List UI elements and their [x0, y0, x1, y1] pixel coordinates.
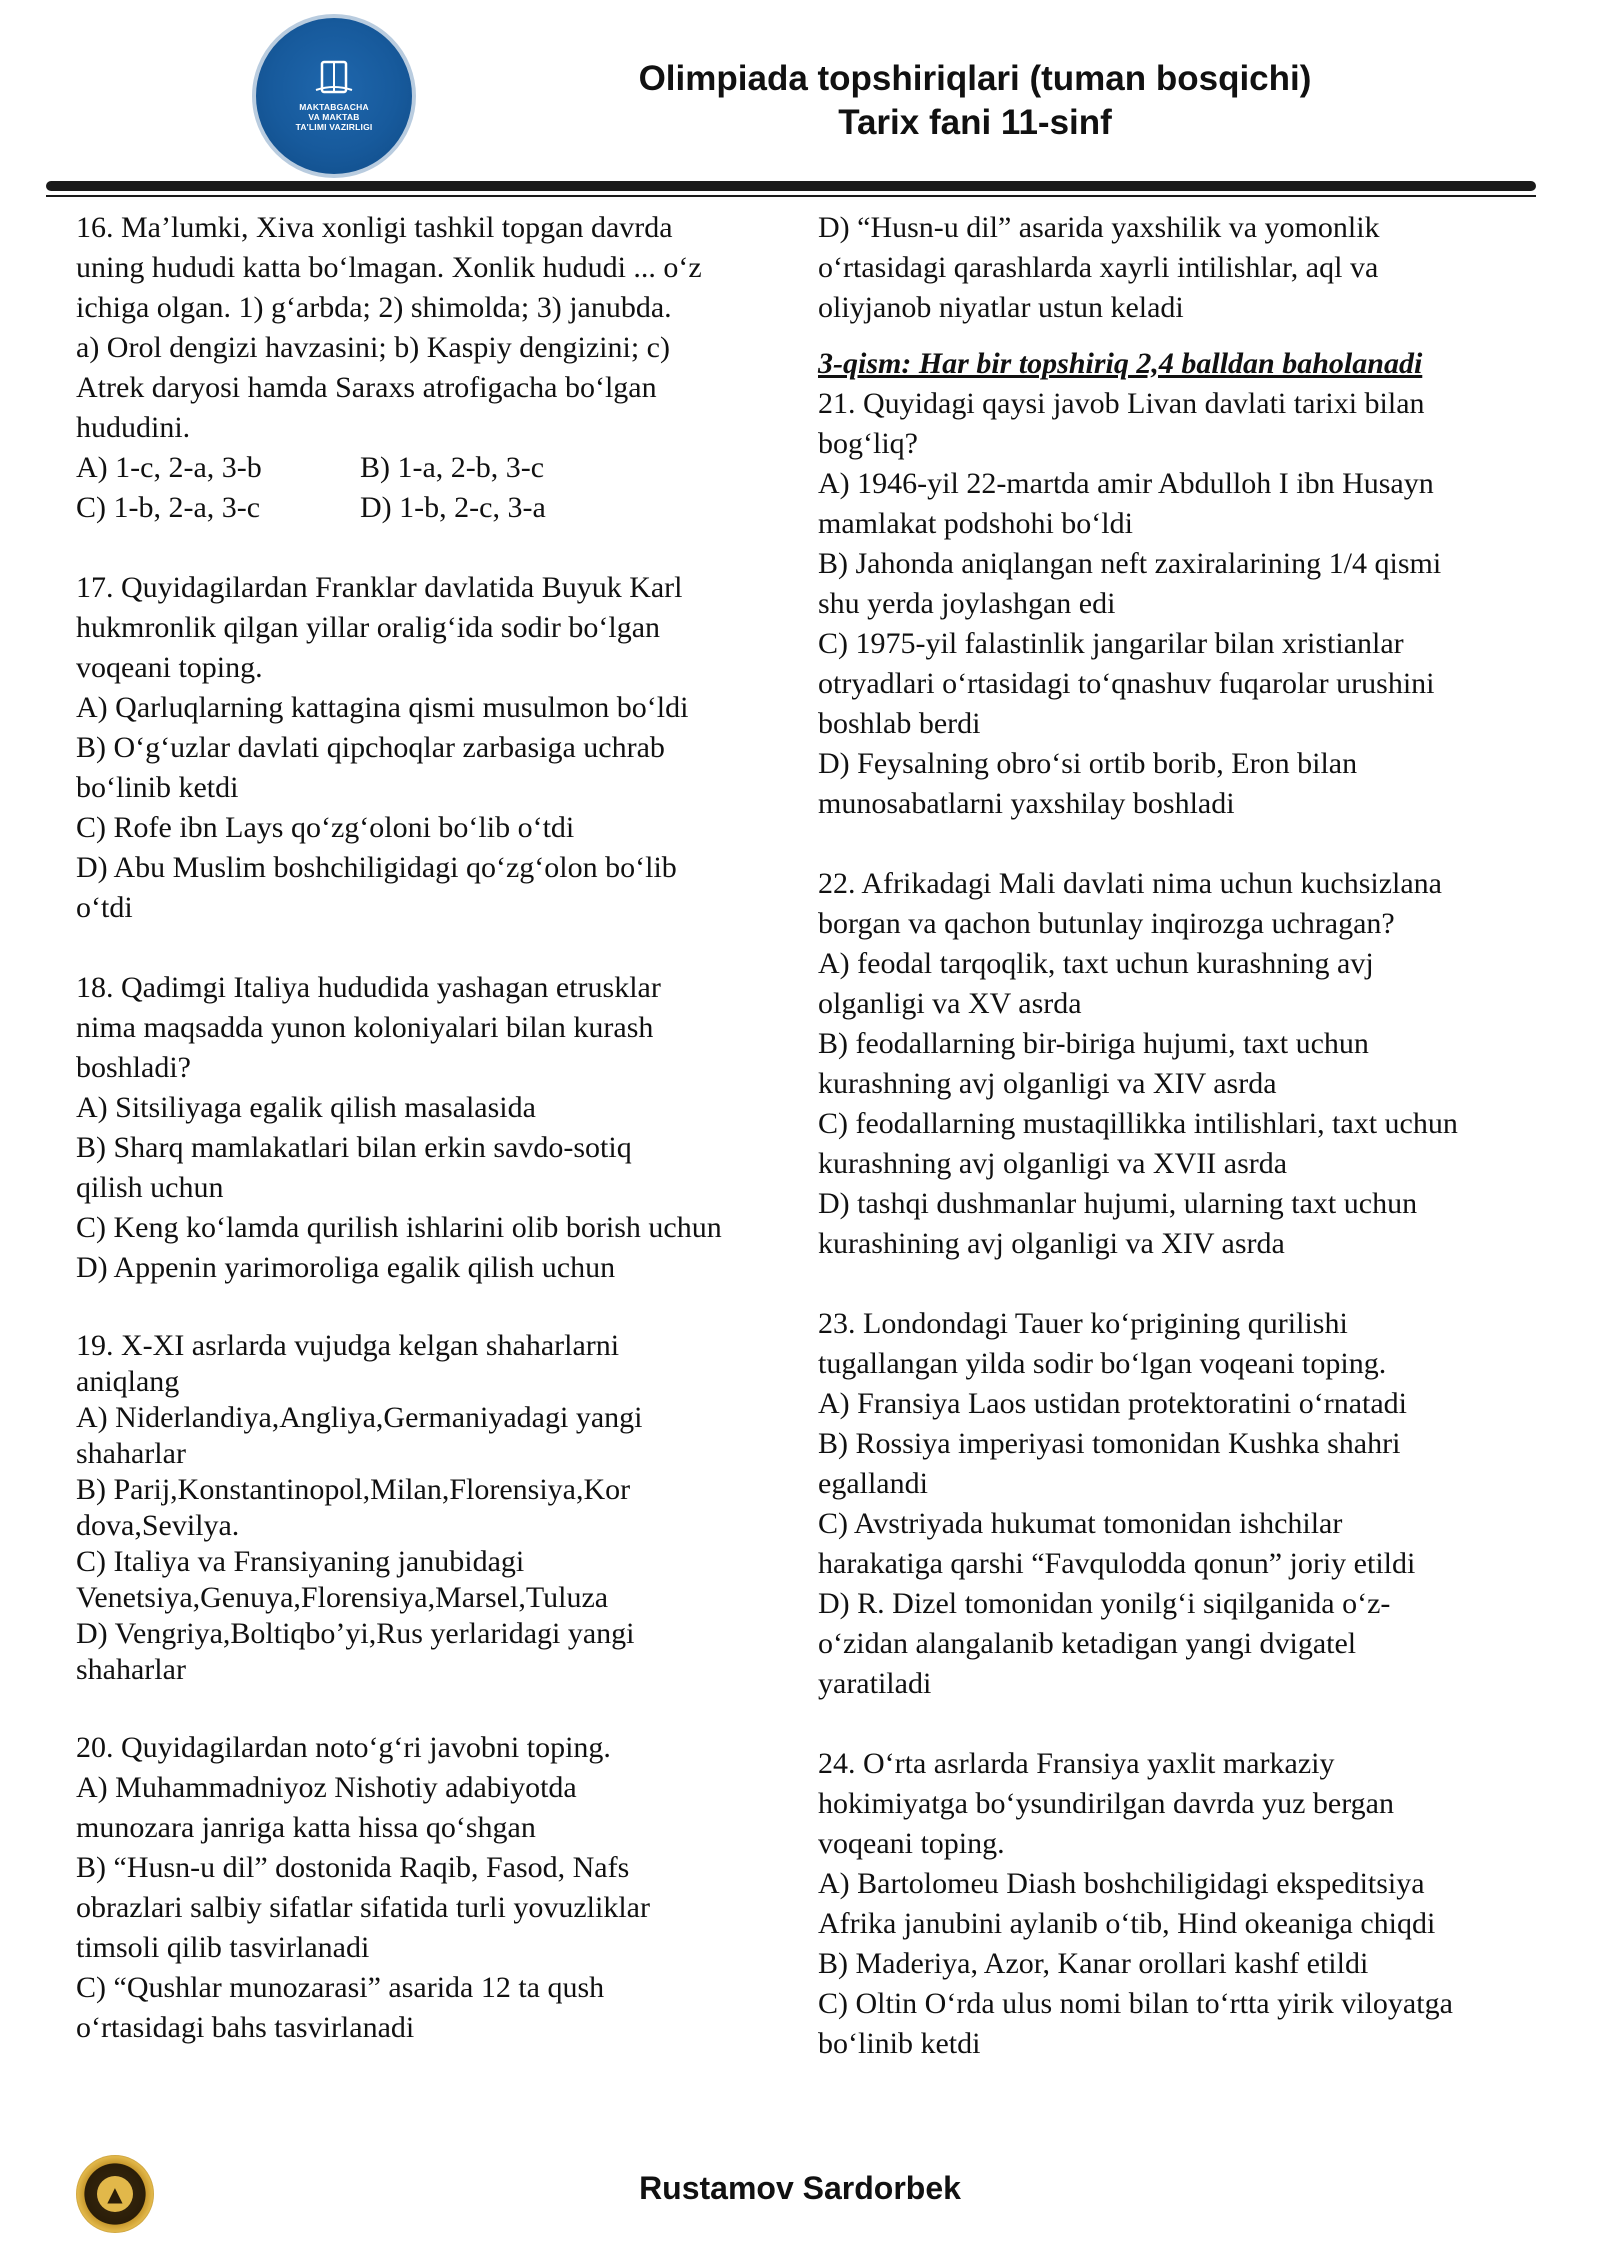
option-line: A) Muhammadniyoz Nishotiy adabiyotda — [76, 1771, 577, 1804]
question-line: uning hududi katta bo‘lmagan. Xonlik hududi ... o‘z — [76, 251, 702, 284]
option-line: o‘rtasidagi bahs tasvirlanadi — [76, 2011, 415, 2044]
option-line: o‘zidan alangalanib ketadigan yangi dvigatel — [818, 1627, 1357, 1660]
book-icon — [312, 60, 356, 96]
question-line: 18. Qadimgi Italiya hududida yashagan etrusklar — [76, 971, 661, 1004]
option-line: A) Niderlandiya,Angliya,Germaniyadagi yangi — [76, 1401, 643, 1434]
option-line: mamlakat podshohi bo‘ldi — [818, 507, 1133, 540]
option-line: bo‘linib ketdi — [818, 2027, 981, 2060]
question-24 — [818, 1744, 1518, 2064]
option-line: timsoli qilib tasvirlanadi — [76, 1931, 370, 1964]
option-line: D) Feysalning obro‘si ortib borib, Eron bilan — [818, 747, 1358, 780]
logo-text-line: VA MAKTAB — [308, 112, 360, 122]
logo-text-line: TA'LIMI VAZIRLIGI — [295, 122, 373, 132]
question-23 — [818, 1304, 1518, 1704]
option-line: B) Rossiya imperiyasi tomonidan Kushka shahri — [818, 1427, 1401, 1460]
option-line: C) Keng ko‘lamda qurilish ishlarini olib borish uchun — [76, 1211, 722, 1244]
question-line: 22. Afrikadagi Mali davlati nima uchun kuchsizlana — [818, 867, 1442, 900]
page-subtitle: Tarix fani 11-sinf — [838, 103, 1112, 142]
option-line: kurashning avj olganligi va XIV asrda — [818, 1067, 1277, 1100]
question-line: hokimiyatga bo‘ysundirilgan davrda yuz bergan — [818, 1787, 1394, 1820]
option-d: D) 1-b, 2-c, 3-a — [360, 491, 546, 524]
header-divider-thin — [46, 195, 1536, 197]
question-line: tugallangan yilda sodir bo‘lgan voqeani toping. — [818, 1347, 1387, 1380]
question-line: 21. Quyidagi qaysi javob Livan davlati tarixi bilan — [818, 387, 1425, 420]
option-line: C) Italiya va Fransiyaning janubidagi — [76, 1545, 525, 1578]
option-line: dova,Sevilya. — [76, 1509, 240, 1542]
question-line: 17. Quyidagilardan Franklar davlatida Buyuk Karl — [76, 571, 683, 604]
option-line: A) Fransiya Laos ustidan protektoratini o‘rnatadi — [818, 1387, 1408, 1420]
author-name: Rustamov Sardorbek — [639, 2170, 961, 2206]
option-line: B) “Husn-u dil” dostonida Raqib, Fasod, Nafs — [76, 1851, 630, 1884]
option-line: bo‘linib ketdi — [76, 771, 239, 804]
option-line: D) Vengriya,Boltiqbo’yi,Rus yerlaridagi yangi — [76, 1617, 635, 1650]
option-line: obrazlari salbiy sifatlar sifatida turli yovuzliklar — [76, 1891, 650, 1924]
question-line: nima maqsadda yunon koloniyalari bilan kurash — [76, 1011, 654, 1044]
option-line: boshlab berdi — [818, 707, 981, 740]
option-line: Afrika janubini aylanib o‘tib, Hind okeaniga chiqdi — [818, 1907, 1436, 1940]
section-heading: 3-qism: Har bir topshiriq 2,4 balldan baholanadi — [818, 347, 1423, 380]
question-line: 16. Ma’lumki, Xiva xonligi tashkil topgan davrda — [76, 211, 673, 244]
question-21 — [818, 384, 1518, 824]
question-line: 20. Quyidagilardan noto‘g‘ri javobni toping. — [76, 1731, 611, 1764]
option-line: C) Avstriyada hukumat tomonidan ishchilar — [818, 1507, 1343, 1540]
question-line: a) Orol dengizi havzasini; b) Kaspiy dengizini; c) — [76, 331, 670, 364]
page-title: Olimpiada topshiriqlari (tuman bosqichi) — [638, 59, 1312, 98]
question-22 — [818, 864, 1518, 1264]
option-line: C) Oltin O‘rda ulus nomi bilan to‘rtta yirik viloyatga — [818, 1987, 1453, 2020]
question-17 — [76, 568, 776, 928]
option-line: munosabatlarni yaxshilay boshladi — [818, 787, 1235, 820]
logo-text — [296, 102, 373, 132]
question-line: 19. X-XI asrlarda vujudga kelgan shaharlarni — [76, 1329, 620, 1362]
question-19 — [76, 1328, 776, 1688]
option-line: B) O‘g‘uzlar davlati qipchoqlar zarbasiga uchrab — [76, 731, 665, 764]
option-line: oliyjanob niyatlar ustun keladi — [818, 291, 1184, 324]
option-line: D) Appenin yarimoroliga egalik qilish uchun — [76, 1251, 616, 1284]
option-b: B) 1-a, 2-b, 3-c — [360, 451, 545, 484]
right-column — [818, 208, 1518, 2064]
option-a: A) 1-c, 2-a, 3-b — [76, 451, 262, 484]
option-line: C) feodallarning mustaqillikka intilishlari, taxt uchun — [818, 1107, 1458, 1140]
option-line: B) Jahonda aniqlangan neft zaxiralarining 1/4 qismi — [818, 547, 1442, 580]
option-line: o‘rtasidagi qarashlarda xayrli intilishlar, aql va — [818, 251, 1379, 284]
option-line: munozara janriga katta hissa qo‘shgan — [76, 1811, 536, 1844]
option-line: yaratiladi — [818, 1667, 932, 1700]
option-line: Venetsiya,Genuya,Florensiya,Marsel,Tuluza — [76, 1581, 609, 1614]
option-line: A) Sitsiliyaga egalik qilish masalasida — [76, 1091, 536, 1124]
question-line: aniqlang — [76, 1365, 180, 1398]
question-20 — [76, 1728, 776, 2048]
option-line: otryadlari o‘rtasidagi to‘qnashuv fuqarolar urushini — [818, 667, 1435, 700]
question-line: ichiga olgan. 1) g‘arbda; 2) shimolda; 3) janubda. — [76, 291, 672, 324]
question-line: 24. O‘rta asrlarda Fransiya yaxlit markaziy — [818, 1747, 1335, 1780]
option-line: C) 1975-yil falastinlik jangarilar bilan xristianlar — [818, 627, 1404, 660]
option-line: A) feodal tarqoqlik, taxt uchun kurashning avj — [818, 947, 1374, 980]
option-line: B) feodallarning bir-biriga hujumi, taxt uchun — [818, 1027, 1369, 1060]
question-line: voqeani toping. — [76, 651, 263, 684]
option-line: C) Rofe ibn Lays qo‘zg‘oloni bo‘lib o‘tdi — [76, 811, 575, 844]
option-line: A) Bartolomeu Diash boshchiligidagi ekspeditsiya — [818, 1867, 1425, 1900]
option-line: B) Parij,Konstantinopol,Milan,Florensiya,Kor — [76, 1473, 631, 1506]
option-line: kurashining avj olganligi va XIV asrda — [818, 1227, 1285, 1260]
question-line: hududini. — [76, 411, 191, 444]
answer-options-row — [76, 488, 776, 528]
question-16 — [76, 208, 776, 528]
option-line: D) R. Dizel tomonidan yonilg‘i siqilganida o‘z- — [818, 1587, 1391, 1620]
question-18 — [76, 968, 776, 1288]
question-20-continued — [818, 208, 1518, 328]
option-line: olganligi va XV asrda — [818, 987, 1082, 1020]
graduation-cap-icon: ▲ — [97, 2176, 133, 2212]
option-line: o‘tdi — [76, 891, 133, 924]
answer-options-row — [76, 448, 776, 488]
option-line: D) Abu Muslim boshchiligidagi qo‘zg‘olon bo‘lib — [76, 851, 677, 884]
option-line: qilish uchun — [76, 1171, 224, 1204]
option-line: B) Maderiya, Azor, Kanar orollari kashf etildi — [818, 1947, 1369, 1980]
option-line: A) Qarluqlarning kattagina qismi musulmon bo‘ldi — [76, 691, 689, 724]
option-line: kurashning avj olganligi va XVII asrda — [818, 1147, 1288, 1180]
option-line: egallandi — [818, 1467, 928, 1500]
option-line: D) “Husn-u dil” asarida yaxshilik va yomonlik — [818, 211, 1380, 244]
question-line: voqeani toping. — [818, 1827, 1005, 1860]
option-line: B) Sharq mamlakatlari bilan erkin savdo-sotiq — [76, 1131, 632, 1164]
left-column — [76, 208, 776, 2048]
option-line: shu yerda joylashgan edi — [818, 587, 1116, 620]
option-line: C) “Qushlar munozarasi” asarida 12 ta qush — [76, 1971, 605, 2004]
option-line: shaharlar — [76, 1437, 186, 1470]
option-line: shaharlar — [76, 1653, 186, 1686]
option-c: C) 1-b, 2-a, 3-c — [76, 491, 261, 524]
ministry-logo — [252, 14, 416, 178]
question-line: hukmronlik qilgan yillar oralig‘ida sodir bo‘lgan — [76, 611, 661, 644]
option-line: A) 1946-yil 22-martda amir Abdulloh I ibn Husayn — [818, 467, 1434, 500]
option-line: harakatiga qarshi “Favqulodda qonun” joriy etildi — [818, 1547, 1416, 1580]
question-line: boshladi? — [76, 1051, 191, 1084]
option-line: D) tashqi dushmanlar hujumi, ularning taxt uchun — [818, 1187, 1418, 1220]
header-divider-thick — [46, 181, 1536, 191]
logo-text-line: MAKTABGACHA — [299, 102, 369, 112]
question-line: Atrek daryosi hamda Saraxs atrofigacha bo‘lgan — [76, 371, 657, 404]
question-line: borgan va qachon butunlay inqirozga uchragan? — [818, 907, 1395, 940]
question-line: bog‘liq? — [818, 427, 918, 460]
question-line: 23. Londondagi Tauer ko‘prigining qurilishi — [818, 1307, 1348, 1340]
